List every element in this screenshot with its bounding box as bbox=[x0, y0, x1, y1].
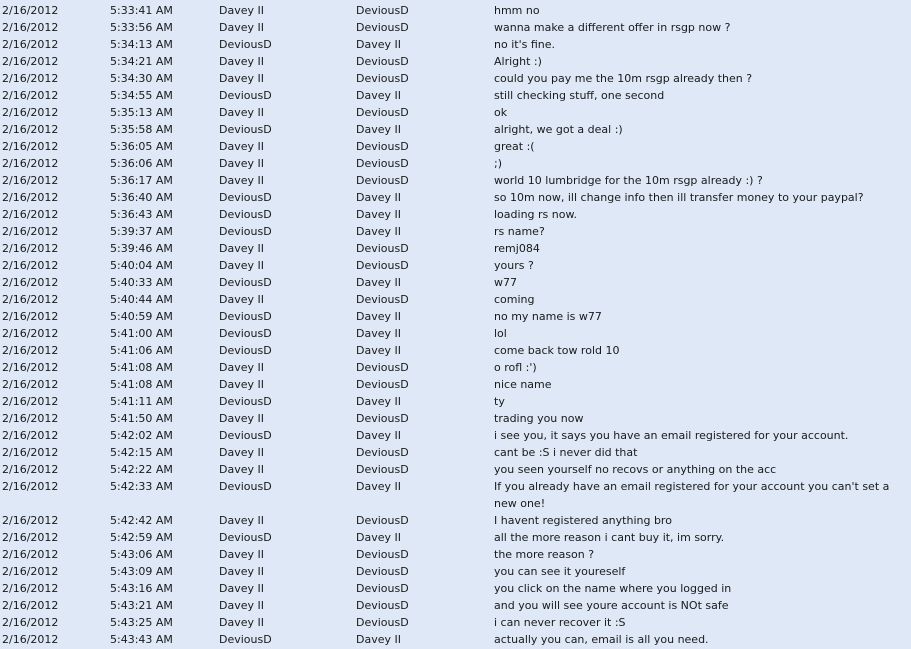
row-sender: Davey II bbox=[219, 361, 264, 374]
row-sender: DeviousD bbox=[219, 38, 272, 51]
row-sender: DeviousD bbox=[219, 429, 272, 442]
row-time: 5:43:25 AM bbox=[110, 616, 173, 629]
row-time: 5:43:06 AM bbox=[110, 548, 173, 561]
row-message: coming bbox=[494, 293, 535, 306]
row-time: 5:34:30 AM bbox=[110, 72, 173, 85]
row-recipient: Davey II bbox=[356, 480, 401, 493]
row-date: 2/16/2012 bbox=[2, 225, 59, 238]
table-row[interactable] bbox=[0, 529, 911, 546]
row-date: 2/16/2012 bbox=[2, 140, 59, 153]
row-time: 5:42:42 AM bbox=[110, 514, 173, 527]
row-message: wanna make a different offer in rsgp now ? bbox=[494, 21, 731, 34]
row-sender: DeviousD bbox=[219, 633, 272, 646]
row-message: remj084 bbox=[494, 242, 540, 255]
table-row[interactable] bbox=[0, 70, 911, 87]
table-row[interactable] bbox=[0, 512, 911, 529]
row-recipient: DeviousD bbox=[356, 582, 409, 595]
row-time: 5:40:59 AM bbox=[110, 310, 173, 323]
row-sender: Davey II bbox=[219, 259, 264, 272]
row-time: 5:34:13 AM bbox=[110, 38, 173, 51]
table-row[interactable] bbox=[0, 240, 911, 257]
row-sender: Davey II bbox=[219, 4, 264, 17]
row-message: cant be :S i never did that bbox=[494, 446, 638, 459]
row-recipient: Davey II bbox=[356, 310, 401, 323]
row-recipient: DeviousD bbox=[356, 242, 409, 255]
row-time: 5:35:13 AM bbox=[110, 106, 173, 119]
row-recipient: DeviousD bbox=[356, 446, 409, 459]
row-recipient: DeviousD bbox=[356, 106, 409, 119]
table-row[interactable] bbox=[0, 257, 911, 274]
row-date: 2/16/2012 bbox=[2, 531, 59, 544]
row-recipient: DeviousD bbox=[356, 514, 409, 527]
table-row[interactable] bbox=[0, 376, 911, 393]
row-date: 2/16/2012 bbox=[2, 633, 59, 646]
row-recipient: DeviousD bbox=[356, 4, 409, 17]
table-row[interactable] bbox=[0, 104, 911, 121]
table-row[interactable] bbox=[0, 563, 911, 580]
row-time: 5:42:15 AM bbox=[110, 446, 173, 459]
row-recipient: Davey II bbox=[356, 327, 401, 340]
row-date: 2/16/2012 bbox=[2, 310, 59, 323]
row-recipient: DeviousD bbox=[356, 140, 409, 153]
row-sender: Davey II bbox=[219, 140, 264, 153]
table-row[interactable] bbox=[0, 36, 911, 53]
table-row[interactable] bbox=[0, 444, 911, 461]
table-row[interactable] bbox=[0, 291, 911, 308]
row-message: actually you can, email is all you need. bbox=[494, 633, 709, 646]
row-time: 5:43:16 AM bbox=[110, 582, 173, 595]
row-recipient: DeviousD bbox=[356, 463, 409, 476]
row-time: 5:35:58 AM bbox=[110, 123, 173, 136]
row-sender: Davey II bbox=[219, 106, 264, 119]
row-date: 2/16/2012 bbox=[2, 106, 59, 119]
row-recipient: DeviousD bbox=[356, 293, 409, 306]
row-date: 2/16/2012 bbox=[2, 293, 59, 306]
table-row[interactable] bbox=[0, 478, 911, 512]
row-date: 2/16/2012 bbox=[2, 208, 59, 221]
table-row[interactable] bbox=[0, 138, 911, 155]
row-message: you click on the name where you logged in bbox=[494, 582, 732, 595]
row-sender: DeviousD bbox=[219, 327, 272, 340]
row-time: 5:41:06 AM bbox=[110, 344, 173, 357]
row-sender: DeviousD bbox=[219, 480, 272, 493]
row-time: 5:43:21 AM bbox=[110, 599, 173, 612]
table-row[interactable] bbox=[0, 172, 911, 189]
row-message: so 10m now, ill change info then ill transfer money to your paypal? bbox=[494, 191, 864, 204]
row-recipient: Davey II bbox=[356, 123, 401, 136]
row-message: lol bbox=[494, 327, 507, 340]
row-time: 5:33:41 AM bbox=[110, 4, 173, 17]
row-time: 5:42:33 AM bbox=[110, 480, 173, 493]
table-row[interactable] bbox=[0, 359, 911, 376]
row-sender: Davey II bbox=[219, 565, 264, 578]
row-date: 2/16/2012 bbox=[2, 480, 59, 493]
row-message: If you already have an email registered for your account you can't set a new one! bbox=[494, 480, 890, 510]
row-time: 5:36:40 AM bbox=[110, 191, 173, 204]
row-date: 2/16/2012 bbox=[2, 565, 59, 578]
row-recipient: DeviousD bbox=[356, 72, 409, 85]
row-message: yours ? bbox=[494, 259, 534, 272]
row-time: 5:36:06 AM bbox=[110, 157, 173, 170]
row-date: 2/16/2012 bbox=[2, 463, 59, 476]
row-sender: Davey II bbox=[219, 157, 264, 170]
row-time: 5:40:04 AM bbox=[110, 259, 173, 272]
table-row[interactable] bbox=[0, 342, 911, 359]
row-time: 5:39:46 AM bbox=[110, 242, 173, 255]
row-message: and you will see youre account is NOt safe bbox=[494, 599, 729, 612]
row-recipient: Davey II bbox=[356, 89, 401, 102]
row-recipient: Davey II bbox=[356, 344, 401, 357]
row-recipient: DeviousD bbox=[356, 55, 409, 68]
row-sender: Davey II bbox=[219, 72, 264, 85]
row-sender: Davey II bbox=[219, 293, 264, 306]
row-message: ;) bbox=[494, 157, 502, 170]
row-recipient: DeviousD bbox=[356, 21, 409, 34]
row-time: 5:36:43 AM bbox=[110, 208, 173, 221]
row-recipient: DeviousD bbox=[356, 259, 409, 272]
row-date: 2/16/2012 bbox=[2, 38, 59, 51]
row-recipient: Davey II bbox=[356, 191, 401, 204]
row-sender: DeviousD bbox=[219, 395, 272, 408]
row-message: still checking stuff, one second bbox=[494, 89, 665, 102]
row-time: 5:39:37 AM bbox=[110, 225, 173, 238]
row-time: 5:42:59 AM bbox=[110, 531, 173, 544]
row-date: 2/16/2012 bbox=[2, 276, 59, 289]
row-message: the more reason ? bbox=[494, 548, 595, 561]
row-time: 5:41:11 AM bbox=[110, 395, 173, 408]
row-time: 5:34:21 AM bbox=[110, 55, 173, 68]
table-row[interactable] bbox=[0, 546, 911, 563]
row-date: 2/16/2012 bbox=[2, 412, 59, 425]
table-row[interactable] bbox=[0, 121, 911, 138]
row-date: 2/16/2012 bbox=[2, 344, 59, 357]
row-sender: Davey II bbox=[219, 548, 264, 561]
row-recipient: Davey II bbox=[356, 225, 401, 238]
row-sender: DeviousD bbox=[219, 225, 272, 238]
table-row[interactable] bbox=[0, 597, 911, 614]
row-time: 5:34:55 AM bbox=[110, 89, 173, 102]
row-recipient: Davey II bbox=[356, 395, 401, 408]
table-row[interactable] bbox=[0, 189, 911, 206]
row-sender: Davey II bbox=[219, 599, 264, 612]
row-recipient: Davey II bbox=[356, 38, 401, 51]
row-recipient: DeviousD bbox=[356, 174, 409, 187]
row-message: i can never recover it :S bbox=[494, 616, 626, 629]
row-date: 2/16/2012 bbox=[2, 123, 59, 136]
row-time: 5:41:08 AM bbox=[110, 378, 173, 391]
row-date: 2/16/2012 bbox=[2, 55, 59, 68]
table-row[interactable] bbox=[0, 155, 911, 172]
table-row[interactable] bbox=[0, 274, 911, 291]
row-date: 2/16/2012 bbox=[2, 429, 59, 442]
row-recipient: Davey II bbox=[356, 276, 401, 289]
row-date: 2/16/2012 bbox=[2, 599, 59, 612]
row-sender: Davey II bbox=[219, 463, 264, 476]
row-message: come back tow rold 10 bbox=[494, 344, 620, 357]
row-recipient: Davey II bbox=[356, 531, 401, 544]
row-message: hmm no bbox=[494, 4, 540, 17]
row-date: 2/16/2012 bbox=[2, 191, 59, 204]
row-recipient: DeviousD bbox=[356, 599, 409, 612]
table-row[interactable] bbox=[0, 427, 911, 444]
row-recipient: Davey II bbox=[356, 208, 401, 221]
row-time: 5:36:17 AM bbox=[110, 174, 173, 187]
row-time: 5:40:44 AM bbox=[110, 293, 173, 306]
table-row[interactable] bbox=[0, 393, 911, 410]
row-date: 2/16/2012 bbox=[2, 395, 59, 408]
row-date: 2/16/2012 bbox=[2, 548, 59, 561]
row-recipient: DeviousD bbox=[356, 565, 409, 578]
row-message: you can see it youreself bbox=[494, 565, 626, 578]
row-sender: DeviousD bbox=[219, 89, 272, 102]
table-row[interactable] bbox=[0, 19, 911, 36]
row-date: 2/16/2012 bbox=[2, 361, 59, 374]
row-message: great :( bbox=[494, 140, 535, 153]
row-sender: DeviousD bbox=[219, 531, 272, 544]
row-date: 2/16/2012 bbox=[2, 72, 59, 85]
row-time: 5:42:22 AM bbox=[110, 463, 173, 476]
row-recipient: DeviousD bbox=[356, 616, 409, 629]
row-sender: Davey II bbox=[219, 242, 264, 255]
row-message: trading you now bbox=[494, 412, 584, 425]
row-date: 2/16/2012 bbox=[2, 21, 59, 34]
row-time: 5:36:05 AM bbox=[110, 140, 173, 153]
row-message: i see you, it says you have an email registered for your account. bbox=[494, 429, 849, 442]
table-row[interactable] bbox=[0, 614, 911, 631]
row-sender: Davey II bbox=[219, 378, 264, 391]
row-message: loading rs now. bbox=[494, 208, 577, 221]
row-sender: Davey II bbox=[219, 616, 264, 629]
row-sender: Davey II bbox=[219, 412, 264, 425]
row-message: all the more reason i cant buy it, im sorry. bbox=[494, 531, 725, 544]
row-sender: Davey II bbox=[219, 514, 264, 527]
row-date: 2/16/2012 bbox=[2, 259, 59, 272]
row-recipient: DeviousD bbox=[356, 361, 409, 374]
row-sender: DeviousD bbox=[219, 208, 272, 221]
row-sender: Davey II bbox=[219, 174, 264, 187]
row-recipient: Davey II bbox=[356, 429, 401, 442]
row-date: 2/16/2012 bbox=[2, 157, 59, 170]
row-message: ty bbox=[494, 395, 505, 408]
row-recipient: DeviousD bbox=[356, 548, 409, 561]
row-message: you seen yourself no recovs or anything on the acc bbox=[494, 463, 777, 476]
row-sender: Davey II bbox=[219, 446, 264, 459]
row-message: nice name bbox=[494, 378, 552, 391]
table-row[interactable] bbox=[0, 631, 911, 648]
row-recipient: DeviousD bbox=[356, 412, 409, 425]
row-date: 2/16/2012 bbox=[2, 582, 59, 595]
row-recipient: DeviousD bbox=[356, 378, 409, 391]
table-row[interactable] bbox=[0, 580, 911, 597]
table-row[interactable] bbox=[0, 325, 911, 342]
row-sender: DeviousD bbox=[219, 191, 272, 204]
row-message: rs name? bbox=[494, 225, 545, 238]
row-date: 2/16/2012 bbox=[2, 378, 59, 391]
row-message: no my name is w77 bbox=[494, 310, 602, 323]
row-message: alright, we got a deal :) bbox=[494, 123, 623, 136]
row-date: 2/16/2012 bbox=[2, 514, 59, 527]
row-message: Alright :) bbox=[494, 55, 542, 68]
table-row[interactable] bbox=[0, 223, 911, 240]
row-sender: Davey II bbox=[219, 582, 264, 595]
row-date: 2/16/2012 bbox=[2, 327, 59, 340]
row-sender: DeviousD bbox=[219, 344, 272, 357]
row-time: 5:41:50 AM bbox=[110, 412, 173, 425]
row-message: o rofl :') bbox=[494, 361, 537, 374]
table-row[interactable] bbox=[0, 308, 911, 325]
row-time: 5:33:56 AM bbox=[110, 21, 173, 34]
row-message: I havent registered anything bro bbox=[494, 514, 672, 527]
table-row[interactable] bbox=[0, 87, 911, 104]
row-sender: Davey II bbox=[219, 21, 264, 34]
row-time: 5:41:00 AM bbox=[110, 327, 173, 340]
row-sender: DeviousD bbox=[219, 123, 272, 136]
row-sender: Davey II bbox=[219, 55, 264, 68]
row-time: 5:40:33 AM bbox=[110, 276, 173, 289]
row-sender: DeviousD bbox=[219, 276, 272, 289]
row-message: no it's fine. bbox=[494, 38, 555, 51]
row-time: 5:43:43 AM bbox=[110, 633, 173, 646]
table-row[interactable] bbox=[0, 410, 911, 427]
row-message: world 10 lumbridge for the 10m rsgp already :) ? bbox=[494, 174, 763, 187]
row-message: w77 bbox=[494, 276, 517, 289]
row-recipient: DeviousD bbox=[356, 157, 409, 170]
row-message: ok bbox=[494, 106, 508, 119]
row-message: could you pay me the 10m rsgp already then ? bbox=[494, 72, 753, 85]
table-row[interactable] bbox=[0, 206, 911, 223]
row-time: 5:42:02 AM bbox=[110, 429, 173, 442]
row-sender: DeviousD bbox=[219, 310, 272, 323]
row-date: 2/16/2012 bbox=[2, 89, 59, 102]
table-row[interactable] bbox=[0, 2, 911, 19]
table-row[interactable] bbox=[0, 53, 911, 70]
row-time: 5:41:08 AM bbox=[110, 361, 173, 374]
table-row[interactable] bbox=[0, 461, 911, 478]
row-date: 2/16/2012 bbox=[2, 4, 59, 17]
row-recipient: Davey II bbox=[356, 633, 401, 646]
row-date: 2/16/2012 bbox=[2, 174, 59, 187]
row-date: 2/16/2012 bbox=[2, 616, 59, 629]
row-date: 2/16/2012 bbox=[2, 446, 59, 459]
row-time: 5:43:09 AM bbox=[110, 565, 173, 578]
row-date: 2/16/2012 bbox=[2, 242, 59, 255]
